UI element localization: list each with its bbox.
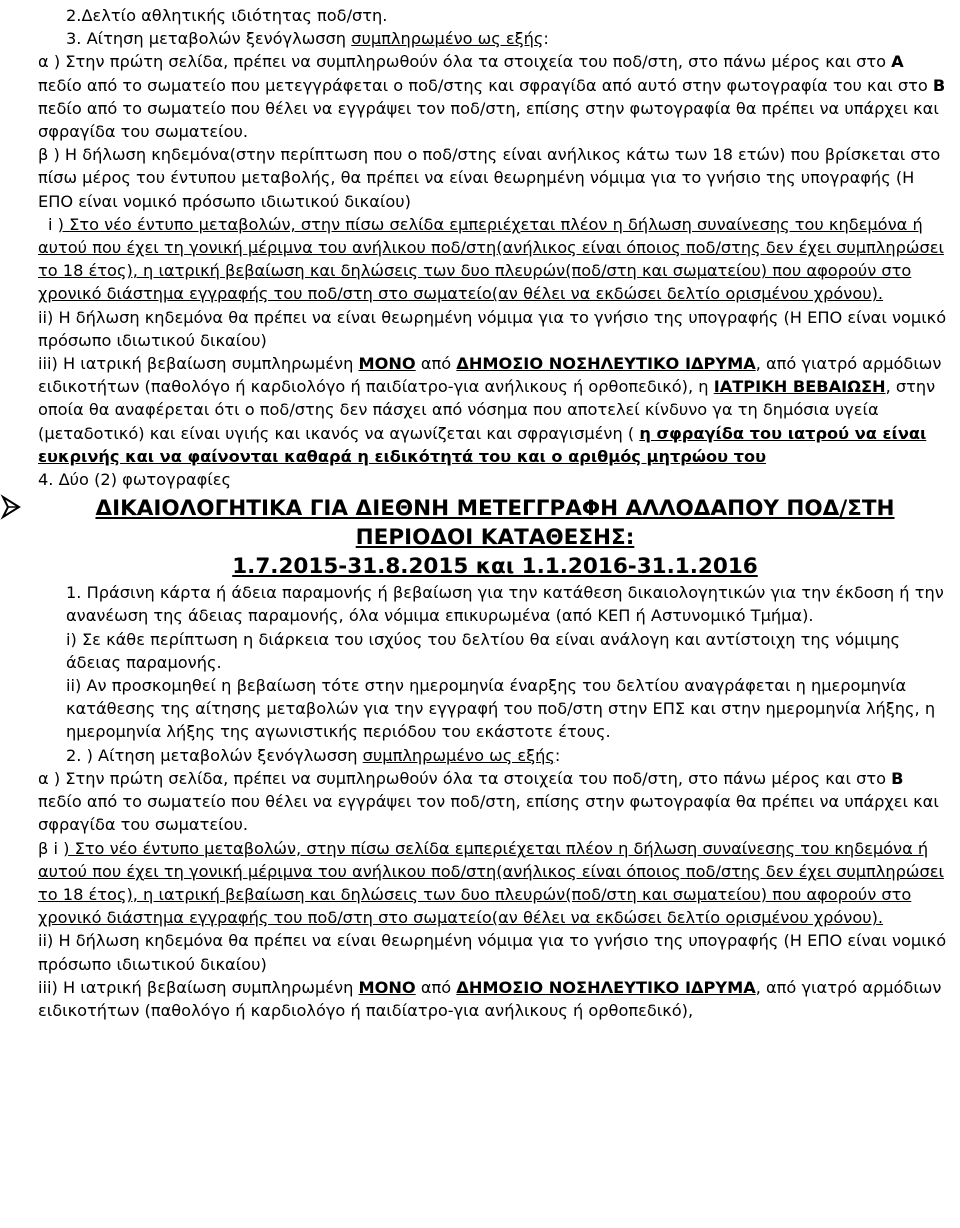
section2-paragraph-bi-underlined-text: ) Στο νέο έντυπο μεταβολών, στην πίσω σελίδα εμπεριέχεται πλέον η δήλωση συναίνεσης του κηδεμόνα ή αυτού που έχει τη γονική μέριμνα του ανήλικου ποδ/στη(ανήλικος είναι όποιος ποδ/στης δεν έχει συμπληρώσει το 18 έτος), η ιατρική βεβαίωση και δηλώσεις των δυο πλευρών(ποδ/στη και σωματείου) που αφορούν στο χρονικό διάστημα εγγραφής του ποδ/στη στο σωματείο(αν θέλει να εκδώσει δελτίο ορισμένου χρόνου). — [38, 838, 944, 928]
section-heading-dates: 1.7.2015-31.8.2015 και 1.1.2016-31.1.2016 — [232, 554, 758, 580]
section2-paragraph-iii-text-3: , από γιατρό αρμόδιων ειδικοτήτων (παθολόγο ή καρδιολόγο ή παιδίατρο-για ανήλικους ή ορθοπεδικό), — [38, 977, 942, 1020]
paragraph-a-text-2: πεδίο από το σωματείο που μετεγγράφεται ο ποδ/στης και σφραγίδα από αυτό στην φωτογραφία του και στο — [38, 75, 933, 95]
paragraph-a-text-1: α ) Στην πρώτη σελίδα, πρέπει να συμπληρωθούν όλα τα στοιχεία του ποδ/στη, στο πάνω μέρος και στο — [38, 52, 892, 72]
document-page — [38, 4, 952, 1022]
paragraph-ii: ii) Η δήλωση κηδεμόνα θα πρέπει να είναι θεωρημένη νόμιμα για το γνήσιο της υπογραφής (Η ΕΠΟ είναι νομικό πρόσωπο ιδιωτικού δικαίου) — [38, 307, 947, 350]
paragraph-b: β ) Η δήλωση κηδεμόνα(στην περίπτωση που ο ποδ/στης είναι ανήλικος κάτω των 18 ετών) που βρίσκεται στο πίσω μέρος του έντυπου μεταβολής, θα πρέπει να είναι θεωρημένη νόμιμα για το γνήσιο της υπογραφής (Η ΕΠΟ είναι νομικό πρόσωπο ιδιωτικού δικαίου) — [38, 145, 941, 211]
section2-item-2 — [38, 744, 952, 767]
stamp-requirement-emphasis: η σφραγίδα του ιατρού να είναι ευκρινής και να φαίνονται καθαρά η ειδικότητά του και ο αριθμός μητρώου του — [38, 423, 927, 466]
only-emphasis: ΜΟΝΟ — [358, 354, 416, 374]
paragraph-iii-text-3: , από γιατρό αρμόδιων ειδικοτήτων (παθολόγο ή καρδιολόγο ή παιδίατρο-για ανήλικους ή ορθοπεδικό), — [38, 354, 942, 397]
item-3-colon: : — [543, 29, 549, 49]
paragraph-i — [38, 213, 952, 306]
section2-paragraph-iii-text-1: iii) Η ιατρική βεβαίωση συμπληρωμένη — [38, 977, 359, 997]
paragraph-iii-text-1: iii) Η ιατρική βεβαίωση συμπληρωμένη — [38, 354, 359, 374]
paragraph-i-underlined-text: ) Στο νέο έντυπο μεταβολών, στην πίσω σελίδα εμπεριέχεται πλέον η δήλωση συναίνεσης του κηδεμόνα ή αυτού που έχει τη γονική μέριμνα του ανήλικου ποδ/στη(ανήλικος είναι όποιος ποδ/στης δεν έχει συμπληρώσει το 18 έτος), η ιατρική βεβαίωση και δηλώσεις των δυο πλευρών(ποδ/στη και σωματείου) που αφορούν στο χρονικό διάστημα εγγραφής του ποδ/στη στο σωματείο(αν θέλει να εκδώσει δελτίο ορισμένου χρόνου). — [38, 214, 944, 304]
paragraph-i-marker: i — [48, 214, 58, 234]
arrow-bullet-icon — [0, 494, 24, 520]
section2-paragraph-iii — [38, 976, 952, 1022]
field-a-label: Α — [891, 52, 904, 72]
public-hospital-emphasis: ΔΗΜΟΣΙΟ ΝΟΣΗΛΕΥΤΙΚΟ ΙΔΡΥΜΑ — [456, 354, 756, 374]
paragraph-iii-text-5: , στην οποία θα αναφέρεται ότι ο ποδ/στης δεν πάσχει από νόσημα που αποτελεί κίνδυνο γα τη δημόσια υγεία (μεταδοτικό) και είναι υγιής και ικανός να αγωνίζεται και σφραγισμένη ( — [38, 377, 936, 443]
paragraph-a — [38, 50, 952, 143]
section2-paragraph-bi — [38, 837, 952, 930]
paragraph-iii-text-4: η — [693, 377, 714, 397]
medical-certificate-emphasis: ΙΑΤΡΙΚΗ ΒΕΒΑΙΩΣΗ — [713, 377, 886, 397]
section2-paragraph-bi-marker: β i — [38, 838, 64, 858]
section2-public-hospital-emphasis: ΔΗΜΟΣΙΟ ΝΟΣΗΛΕΥΤΙΚΟ ΙΔΡΥΜΑ — [456, 977, 756, 997]
section2-item-2-colon: : — [554, 745, 561, 765]
item-3-change-request — [38, 27, 952, 50]
section2-item-i: i) Σε κάθε περίπτωση η διάρκεια του ισχύος του δελτίου θα είναι ανάλογη και αντίστοιχη της νόμιμης άδειας παραμονής. — [66, 629, 901, 672]
item-3-underlined-text: συμπληρωμένο ως εξής — [351, 29, 544, 49]
item-2-text: 2.Δελτίο αθλητικής ιδιότητας ποδ/στη. — [66, 6, 388, 25]
paragraph-iii-text-2: από — [415, 354, 457, 374]
section2-item-1: 1. Πράσινη κάρτα ή άδεια παραμονής ή βεβαίωση για την κατάθεση δικαιολογητικών για την έκδοση ή την ανανέωση της άδειας παραμονής, όλα νόμιμα επικυρωμένα (από ΚΕΠ ή Αστυνομικό Τμήμα). — [66, 583, 944, 626]
section-heading-title: ΔΙΚΑΙΟΛΟΓΗΤΙΚΑ ΓΙΑ ΔΙΕΘΝΗ ΜΕΤΕΓΓΡΑΦΗ ΑΛΛΟΔΑΠΟΥ ΠΟΔ/ΣΤΗ — [95, 496, 895, 522]
section-heading-periods: ΠΕΡΙΟΔΟΙ ΚΑΤΑΘΕΣΗΣ: — [355, 525, 635, 551]
item-4-photos: 4. Δύο (2) φωτογραφίες — [38, 470, 231, 490]
section2-paragraph-ii: ii) Η δήλωση κηδεμόνα θα πρέπει να είναι θεωρημένη νόμιμα για το γνήσιο της υπογραφής (Η ΕΠΟ είναι νομικό πρόσωπο ιδιωτικού δικαίου) — [38, 931, 947, 974]
section2-field-b-label: Β — [891, 768, 904, 788]
item-2-athletic-card — [38, 4, 952, 27]
section2-paragraph-iii-text-2: από — [415, 977, 457, 997]
section-heading — [38, 494, 952, 581]
section2-paragraph-a-text-1: α ) Στην πρώτη σελίδα, πρέπει να συμπληρωθούν όλα τα στοιχεία του ποδ/στη, στο πάνω μέρος και στο — [38, 768, 892, 788]
field-b-label: Β — [932, 75, 946, 95]
section2-item-2-text: 2. ) Αίτηση μεταβολών ξενόγλωσση — [66, 745, 363, 765]
paragraph-iii — [38, 352, 952, 468]
section2-only-emphasis: ΜΟΝΟ — [358, 977, 416, 997]
section2-item-2-underlined-text: συμπληρωμένο ως εξής — [362, 745, 555, 765]
item-3-text: 3. Αίτηση μεταβολών ξενόγλωσση — [66, 29, 352, 49]
paragraph-a-text-3: πεδίο από το σωματείο που θέλει να εγγράψει τον ποδ/στη, επίσης στην φωτογραφία θα πρέπει να υπάρχει και σφραγίδα του σωματείου. — [38, 98, 939, 142]
section2-item-ii: ii) Αν προσκομηθεί η βεβαίωση τότε στην ημερομηνία έναρξης του δελτίου αναγράφεται η ημερομηνία κατάθεσης της αίτησης μεταβολών για την εγγραφή του ποδ/στη στην ΕΠΣ και στην ημερομηνία λήξης, η ημερομηνία λήξης της αγωνιστικής περιόδου του εκάστοτε έτους. — [66, 676, 936, 742]
section2-paragraph-a — [38, 767, 952, 837]
section2-paragraph-a-text-2: πεδίο από το σωματείο που θέλει να εγγράψει τον ποδ/στη, επίσης στην φωτογραφία θα πρέπει να υπάρχει και σφραγίδα του σωματείου. — [38, 792, 939, 835]
